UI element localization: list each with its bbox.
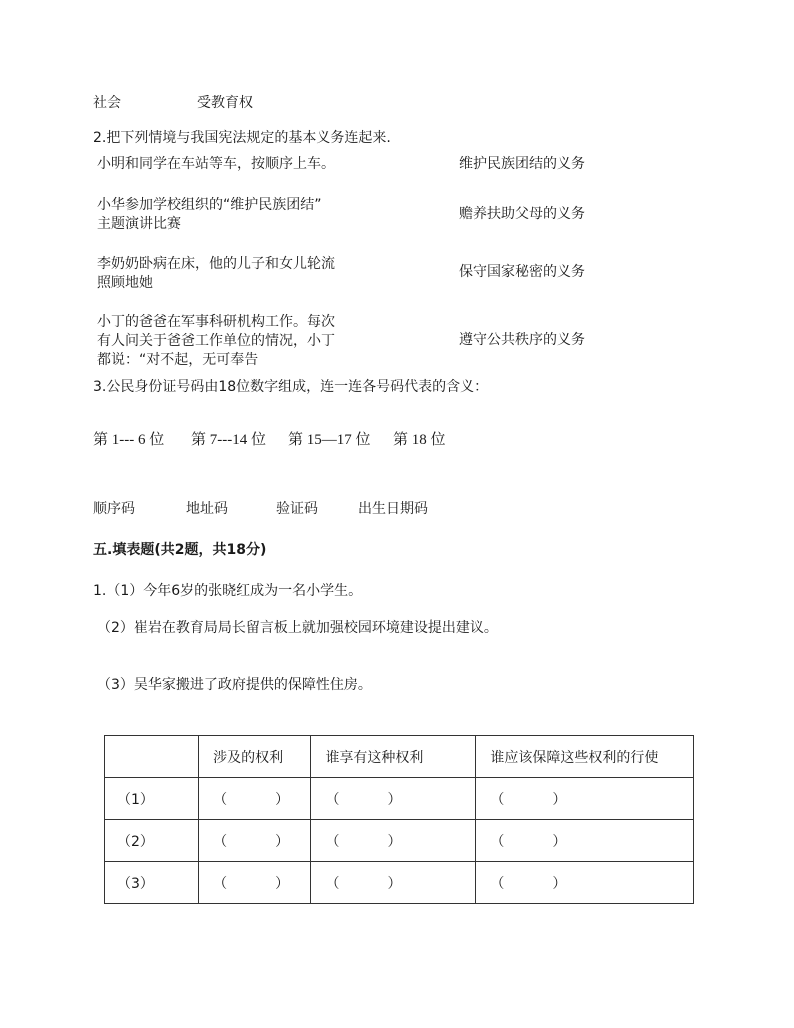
q2-situation-3 xyxy=(97,255,335,293)
top-left-term: 社会 xyxy=(93,95,121,111)
row-label: （2） xyxy=(105,820,199,862)
q3-title: 3.公民身份证号码由18位数字组成，连一连各号码代表的含义： xyxy=(93,379,489,395)
open-paren: （ xyxy=(325,791,340,808)
situation-line: 有人问关于爸爸工作单位的情况，小丁 xyxy=(97,332,335,349)
table-header-cell xyxy=(105,736,199,778)
table-row xyxy=(105,820,694,862)
q2-duty-1: 维护民族团结的义务 xyxy=(459,156,585,172)
q3-position-2: 第 7---14 位 xyxy=(191,432,266,448)
blank-cell[interactable] xyxy=(476,778,694,820)
q3-meaning-2: 地址码 xyxy=(186,501,228,517)
situation-line: 小明和同学在车站等车，按顺序上车。 xyxy=(97,156,335,172)
blank-cell[interactable] xyxy=(476,820,694,862)
table-header-cell: 谁应该保障这些权利的行使 xyxy=(476,736,694,778)
open-paren: （ xyxy=(325,875,340,892)
fill-in-table xyxy=(104,735,694,904)
situation-line: 主题演讲比赛 xyxy=(97,215,181,232)
table-row xyxy=(105,862,694,904)
blank-cell[interactable] xyxy=(199,862,311,904)
blank-cell[interactable] xyxy=(199,820,311,862)
q3-position-4: 第 18 位 xyxy=(393,432,446,448)
s5-q1-item-3: （3）吴华家搬进了政府提供的保障性住房。 xyxy=(97,677,372,693)
q2-title: 2.把下列情境与我国宪法规定的基本义务连起来. xyxy=(93,130,391,146)
close-paren: ） xyxy=(275,791,290,808)
top-right-term: 受教育权 xyxy=(197,95,253,111)
open-paren: （ xyxy=(213,791,228,808)
close-paren: ） xyxy=(387,833,402,850)
situation-line: 都说：“对不起，无可奉告 xyxy=(97,351,259,368)
close-paren: ） xyxy=(387,791,402,808)
q3-position-1: 第 1--- 6 位 xyxy=(93,432,165,448)
close-paren: ） xyxy=(552,875,567,892)
q3-meaning-3: 验证码 xyxy=(276,501,318,517)
close-paren: ） xyxy=(387,875,402,892)
situation-line: 小华参加学校组织的“维护民族团结” xyxy=(97,197,322,213)
blank-cell[interactable] xyxy=(311,862,476,904)
table-header-cell: 涉及的权利 xyxy=(199,736,311,778)
q2-situation-1 xyxy=(97,155,335,174)
open-paren: （ xyxy=(490,791,505,808)
table-header-cell: 谁享有这种权利 xyxy=(311,736,476,778)
open-paren: （ xyxy=(490,875,505,892)
section-heading: 五.填表题(共2题，共18分) xyxy=(93,542,267,558)
q2-duty-3: 保守国家秘密的义务 xyxy=(459,264,585,280)
q2-situation-2 xyxy=(97,196,322,234)
close-paren: ） xyxy=(275,833,290,850)
q3-meaning-1: 顺序码 xyxy=(93,501,135,517)
q2-duty-2: 赡养扶助父母的义务 xyxy=(459,206,585,222)
blank-cell[interactable] xyxy=(311,778,476,820)
blank-cell[interactable] xyxy=(476,862,694,904)
situation-line: 照顾地她 xyxy=(97,274,153,291)
q2-duty-4: 遵守公共秩序的义务 xyxy=(459,332,585,348)
s5-q1-item-1: 1.（1）今年6岁的张晓红成为一名小学生。 xyxy=(93,583,363,599)
blank-cell[interactable] xyxy=(199,778,311,820)
q2-situation-4 xyxy=(97,313,335,370)
q3-meaning-4: 出生日期码 xyxy=(358,501,428,517)
blank-cell[interactable] xyxy=(311,820,476,862)
open-paren: （ xyxy=(213,833,228,850)
close-paren: ） xyxy=(552,791,567,808)
open-paren: （ xyxy=(325,833,340,850)
table-header-row xyxy=(105,736,694,778)
table-row xyxy=(105,778,694,820)
situation-line: 李奶奶卧病在床，他的儿子和女儿轮流 xyxy=(97,256,335,272)
open-paren: （ xyxy=(490,833,505,850)
s5-q1-item-2: （2）崔岩在教育局局长留言板上就加强校园环境建设提出建议。 xyxy=(97,620,498,636)
situation-line: 小丁的爸爸在军事科研机构工作。每次 xyxy=(97,314,335,330)
row-label: （1） xyxy=(105,778,199,820)
close-paren: ） xyxy=(552,833,567,850)
row-label: （3） xyxy=(105,862,199,904)
q3-position-3: 第 15—17 位 xyxy=(288,432,371,448)
open-paren: （ xyxy=(213,875,228,892)
close-paren: ） xyxy=(275,875,290,892)
